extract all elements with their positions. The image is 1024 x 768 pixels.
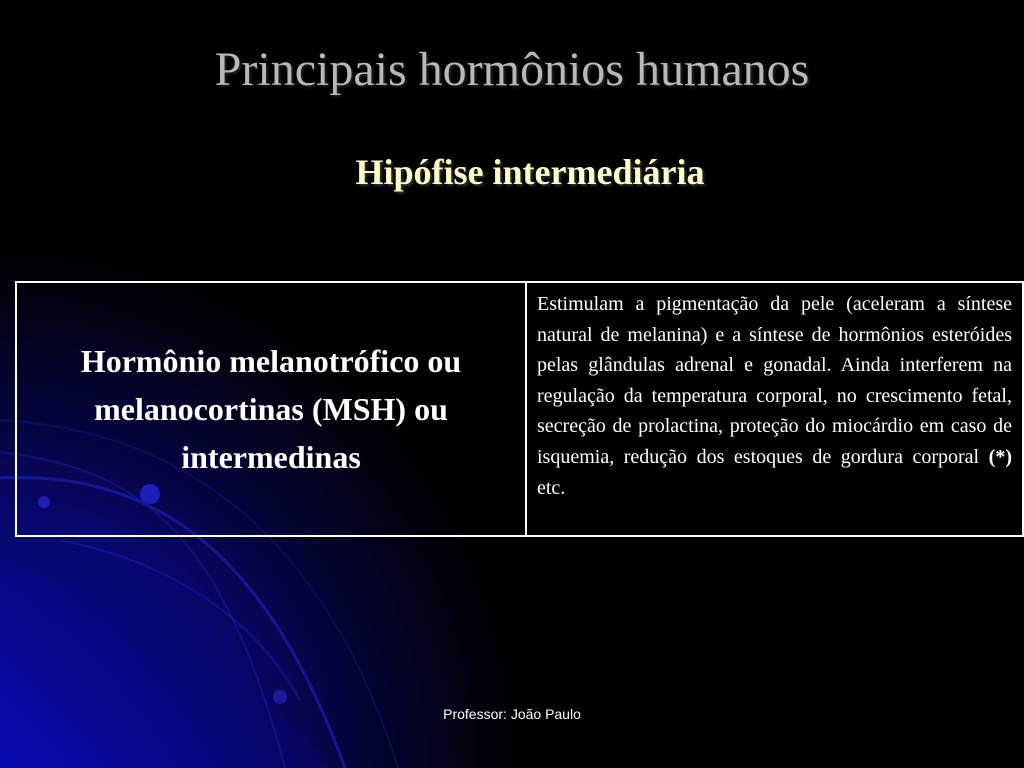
hormone-description: Estimulam a pigmentação da pele (aceleram a síntese natural de melanina) e a síntese de hormônios esteróides pelas glândulas adrenal e gonadal. Ainda interferem na regulação da temperatura corporal, no crescimento fetal, secreção de prolactina, proteção do miocárdio em caso de isquemia, redução dos estoques de gordura corporal xyxy=(537,293,1012,468)
slide-subtitle: Hipófise intermediária xyxy=(355,152,705,192)
hormone-description-cell xyxy=(526,282,1023,536)
hormone-table xyxy=(15,281,1024,537)
hormone-name: Hormônio melanotrófico ou melanocortinas (MSH) ou intermedinas xyxy=(80,343,462,475)
table-row xyxy=(16,282,1023,536)
hormone-name-cell xyxy=(16,282,526,536)
description-tail: etc. xyxy=(537,476,566,499)
backdrop-dot-3 xyxy=(273,690,287,704)
slide-title: Principais hormônios humanos xyxy=(214,43,810,96)
footnote-marker: (*) xyxy=(988,445,1012,468)
footer-professor: Professor: João Paulo xyxy=(443,706,581,722)
